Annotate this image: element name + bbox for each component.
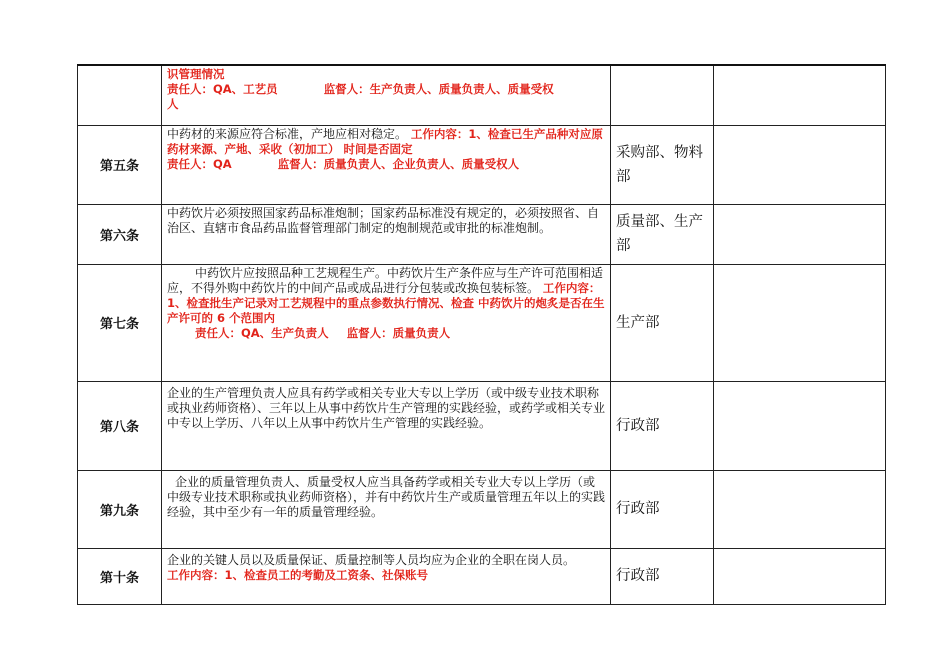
supervisor-text: 监督人：质量负责人、企业负责人、质量受权人 <box>277 156 520 171</box>
content-cell <box>162 381 611 470</box>
work-content: 工作内容：1、检查员工的考勤及工资条、社保账号 <box>167 567 428 582</box>
table-row <box>78 65 886 125</box>
responsible-text: 责任人：QA、工艺员 <box>167 82 278 96</box>
department-cell <box>611 65 714 125</box>
responsibility-line <box>167 157 606 172</box>
article-cell: 第七条 <box>78 264 162 381</box>
article-paragraph <box>167 266 606 326</box>
content-cell <box>162 548 611 604</box>
article-text: 企业的关键人员以及质量保证、质量控制等人员均应为企业的全职在岗人员。 <box>167 552 576 567</box>
content-cell <box>162 264 611 381</box>
empty-cell <box>714 204 886 264</box>
department-cell: 行政部 <box>611 381 714 470</box>
article-text: 中药饮片应按照品种工艺规程生产。中药饮片生产条件应与生产许可范围相适应，不得外购中药饮片的中间产品或成品进行分包装或改换包装标签。 <box>167 265 604 295</box>
article-text: 中药饮片必须按照国家药品标准炮制；国家药品标准没有规定的，必须按照省、自治区、直辖市食品药品监督管理部门制定的炮制规范或审批的标准炮制。 <box>167 205 600 235</box>
table-row <box>78 381 886 470</box>
article-cell: 第十条 <box>78 548 162 604</box>
supervisor-tail: 人 <box>167 97 179 111</box>
article-cell <box>78 65 162 125</box>
department-cell: 采购部、物料部 <box>611 125 714 204</box>
department-cell: 质量部、生产部 <box>611 204 714 264</box>
table-row <box>78 470 886 548</box>
content-cell <box>162 65 611 125</box>
regulation-table-sheet <box>77 64 874 605</box>
article-paragraph <box>167 475 606 520</box>
red-text: 识管理情况 <box>167 67 225 81</box>
supervisor-text: 监督人：生产负责人、质量负责人、质量受权 <box>323 82 554 96</box>
empty-cell <box>714 264 886 381</box>
content-cell <box>162 125 611 204</box>
empty-cell <box>714 381 886 470</box>
empty-cell <box>714 65 886 125</box>
article-cell: 第八条 <box>78 381 162 470</box>
table-row <box>78 548 886 604</box>
responsibility-line <box>167 326 606 341</box>
article-cell: 第六条 <box>78 204 162 264</box>
empty-cell <box>714 548 886 604</box>
content-cell <box>162 470 611 548</box>
article-text: 企业的生产管理负责人应具有药学或相关专业大专以上学历（或中级专业技术职称或执业药师资格）、三年以上从事中药饮片生产管理的实践经验，或药学或相关专业中专以上学历、八年以上从事中药饮片生产管理的实践经验。 <box>167 385 606 430</box>
responsible-text: 责任人：QA <box>167 156 232 171</box>
regulation-table <box>77 64 886 605</box>
work-content: 工作内容：1、检查已生产品种对应原药材来源、产地、采收（初加工） 时间是否固定 <box>167 126 603 156</box>
supervisor-text: 监督人：质量负责人 <box>346 325 451 340</box>
article-text: 中药材的来源应符合标准，产地应相对稳定。 <box>167 126 408 141</box>
empty-cell <box>714 470 886 548</box>
table-row <box>78 264 886 381</box>
article-cell: 第九条 <box>78 470 162 548</box>
content-cell <box>162 204 611 264</box>
department-cell: 生产部 <box>611 264 714 381</box>
department-cell: 行政部 <box>611 470 714 548</box>
work-content: 工作内容：1、检查批生产记录对工艺规程中的重点参数执行情况、检查 中药饮片的炮炙是否在生产许可的 6 个范围内 <box>167 280 605 325</box>
empty-cell <box>714 125 886 204</box>
responsibility-line <box>167 82 606 97</box>
responsible-text: 责任人：QA、生产负责人 <box>195 325 329 340</box>
article-text: 企业的质量管理负责人、质量受权人应当具备药学或相关专业大专以上学历（或中级专业技术职称或执业药师资格），并有中药饮片生产或质量管理五年以上的实践经验，其中至少有一年的质量管理经验。 <box>167 474 606 519</box>
table-row <box>78 204 886 264</box>
table-row <box>78 125 886 204</box>
department-cell: 行政部 <box>611 548 714 604</box>
article-cell: 第五条 <box>78 125 162 204</box>
